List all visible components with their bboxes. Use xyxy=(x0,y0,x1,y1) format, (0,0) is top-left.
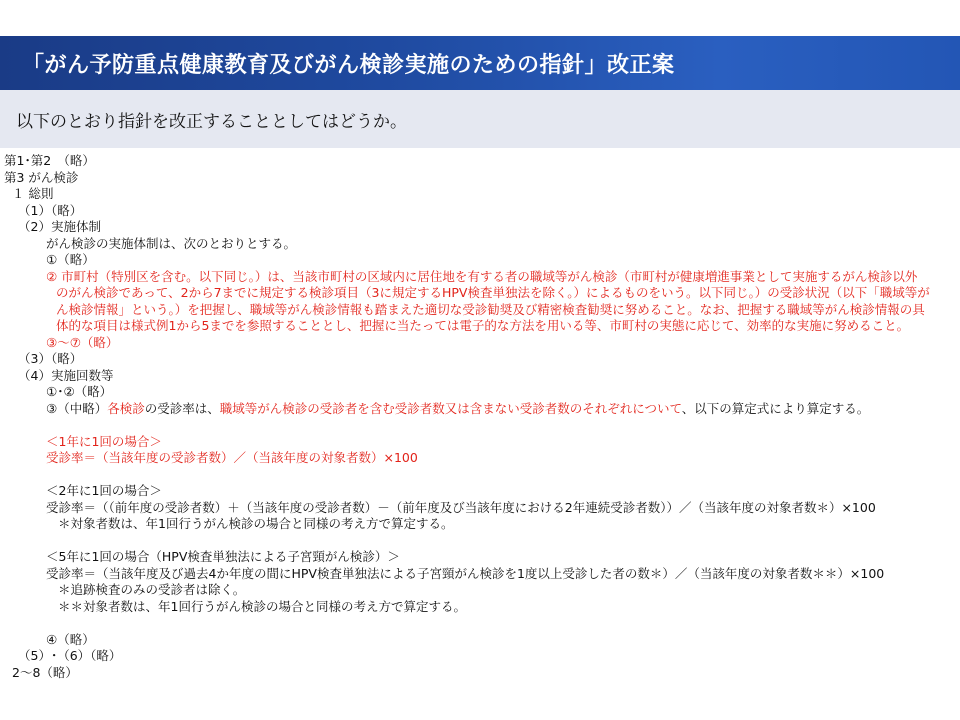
line-section-1-2: 第1･第2 （略） xyxy=(4,153,95,168)
line-item-2a: ② 市町村（特別区を含む。以下同じ。）は、当該市町村の区域内に居住地を有する者の職域等がん検診（市町村が健康増進事業として実施するがん検診以外 xyxy=(46,268,918,284)
line-5year-note-1: ＊追跡検査のみの受診者は除く。 xyxy=(58,582,246,597)
line-2-3: （3）（略） xyxy=(18,351,83,366)
line-biennial-note: ＊対象者数は、年1回行うがん検診の場合と同様の考え方で算定する。 xyxy=(58,516,454,531)
line-general: １ 総則 xyxy=(12,186,54,201)
line-item-3-rate xyxy=(4,401,956,418)
page-title: 「がん予防重点健康教育及びがん検診実施のための指針」改正案 xyxy=(22,52,675,78)
page-title-bar xyxy=(0,36,960,90)
line-section-3: 第3 がん検診 xyxy=(4,169,79,185)
spacer xyxy=(4,533,956,550)
spacer xyxy=(4,467,956,484)
line-item-4: ④（略） xyxy=(46,631,95,647)
line-2-1: （1）（略） xyxy=(18,202,83,218)
line-item-2c: ん検診情報」という。）を把握し、職域等がん検診情報も踏まえた適切な受診勧奨及び精密検査勧奨に努めること。なお、把握する職域等がん検診情報の具 xyxy=(56,301,925,317)
document-body xyxy=(4,153,956,681)
line-2-8: 2～8（略） xyxy=(12,664,78,680)
line-item-2d: 体的な項目は様式例1から5までを参照することとし、把握に当たっては電子的な方法を用いる等、市町村の実態に応じて、効率的な実施に努めること。 xyxy=(56,318,910,333)
spacer xyxy=(4,615,956,632)
line-item-3-7: ③～⑦（略） xyxy=(46,334,119,350)
line-annual-formula: 受診率＝（当該年度の受診者数）／（当該年度の対象者数）×100 xyxy=(46,450,418,465)
line-5year-formula: 受診率＝（当該年度及び過去4か年度の間にHPV検査単独法による子宮頸がん検診を1度以上受診した者の数＊）／（当該年度の対象者数＊＊）×100 xyxy=(46,565,885,581)
line-item-2b: のがん検診であって、2から7までに規定する検診項目（3に規定するHPV検査単独法を除く。）によるものをいう。以下同じ。）の受診状況（以下「職域等が xyxy=(56,285,930,300)
line-biennial-heading: ＜2年に1回の場合＞ xyxy=(46,483,162,498)
rate-mid: の受診率は、 xyxy=(144,400,220,416)
spacer xyxy=(4,417,956,434)
line-5year-heading: ＜5年に1回の場合（HPV検査単独法による子宮頸がん検診）＞ xyxy=(46,549,400,564)
line-biennial-formula: 受診率＝（（前年度の受診者数）＋（当該年度の受診者数）－（前年度及び当該年度における2年連続受診者数））／（当該年度の対象者数＊）×100 xyxy=(46,499,876,515)
line-2-2: （2）実施体制 xyxy=(18,219,101,234)
line-system-intro: がん検診の実施体制は、次のとおりとする。 xyxy=(46,235,297,251)
rate-each-exam: 各検診 xyxy=(107,400,145,416)
rate-suffix: 、以下の算定式により算定する。 xyxy=(681,400,870,416)
rate-prefix: ③（中略） xyxy=(46,400,108,416)
line-2-4: （4）実施回数等 xyxy=(18,367,114,383)
subtitle-text: 以下のとおり指針を改正することとしてはどうか。 xyxy=(16,111,407,132)
line-5year-note-2: ＊＊対象者数は、年1回行うがん検診の場合と同様の考え方で算定する。 xyxy=(58,598,466,614)
rate-workplace-clause: 職域等がん検診の受診者を含む受診者数又は含まない受診者数のそれぞれについて xyxy=(219,400,682,416)
subtitle-banner xyxy=(0,90,960,148)
line-annual-heading: ＜1年に1回の場合＞ xyxy=(46,433,162,449)
line-2-5-6: （5）･（6）（略） xyxy=(18,648,122,663)
line-item-1-2: ①･②（略） xyxy=(46,384,113,399)
line-item-1: ①（略） xyxy=(46,252,95,267)
